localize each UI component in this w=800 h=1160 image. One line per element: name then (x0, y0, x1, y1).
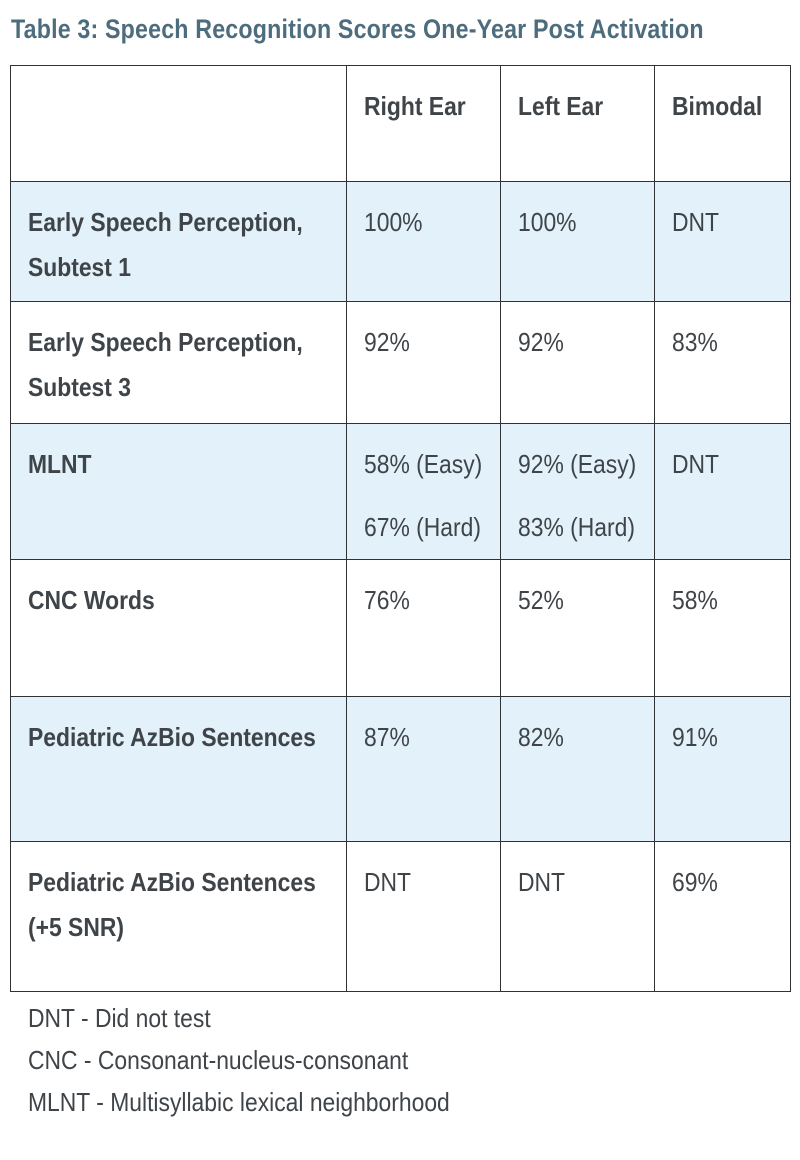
row-label: Pediatric AzBio Sentences (+5 SNR) (11, 842, 347, 992)
cell-right-ear: 92% (347, 302, 501, 424)
cell-left-ear: 92% (501, 302, 655, 424)
cell-right-ear: 87% (347, 697, 501, 842)
cell-bimodal: 91% (655, 697, 791, 842)
cell-bimodal: 58% (655, 560, 791, 697)
legend-item: MLNT - Multisyllabic lexical neighborhood (28, 1087, 450, 1117)
table-title: Table 3: Speech Recognition Scores One-Year Post Activation (11, 14, 704, 44)
header-row (11, 66, 791, 182)
table-row (11, 182, 791, 302)
legend-item: DNT - Did not test (28, 1003, 211, 1033)
row-label: Early Speech Perception, Subtest 1 (11, 182, 347, 302)
header-empty (11, 66, 347, 182)
cell-bimodal: DNT (655, 182, 791, 302)
table-row (11, 424, 791, 560)
table-row (11, 842, 791, 992)
table-row (11, 302, 791, 424)
row-label: CNC Words (11, 560, 347, 697)
cell-left-ear: DNT (501, 842, 655, 992)
cell-bimodal: 69% (655, 842, 791, 992)
cell-right-ear: DNT (347, 842, 501, 992)
cell-left-ear: 100% (501, 182, 655, 302)
row-label: Early Speech Perception, Subtest 3 (11, 302, 347, 424)
cell-right-ear: 76% (347, 560, 501, 697)
cell-right-ear: 58% (Easy) 67% (Hard) (347, 424, 501, 560)
scores-table (10, 65, 791, 992)
table-row (11, 697, 791, 842)
cell-bimodal: DNT (655, 424, 791, 560)
header-bimodal: Bimodal (655, 66, 791, 182)
legend-notes (28, 997, 507, 1123)
row-label: Pediatric AzBio Sentences (11, 697, 347, 842)
legend-item: CNC - Consonant-nucleus-consonant (28, 1045, 409, 1075)
cell-right-ear: 100% (347, 182, 501, 302)
cell-left-ear: 52% (501, 560, 655, 697)
table-row (11, 560, 791, 697)
cell-left-ear: 92% (Easy) 83% (Hard) (501, 424, 655, 560)
row-label: MLNT (11, 424, 347, 560)
header-left-ear: Left Ear (501, 66, 655, 182)
cell-bimodal: 83% (655, 302, 791, 424)
header-right-ear: Right Ear (347, 66, 501, 182)
cell-left-ear: 82% (501, 697, 655, 842)
